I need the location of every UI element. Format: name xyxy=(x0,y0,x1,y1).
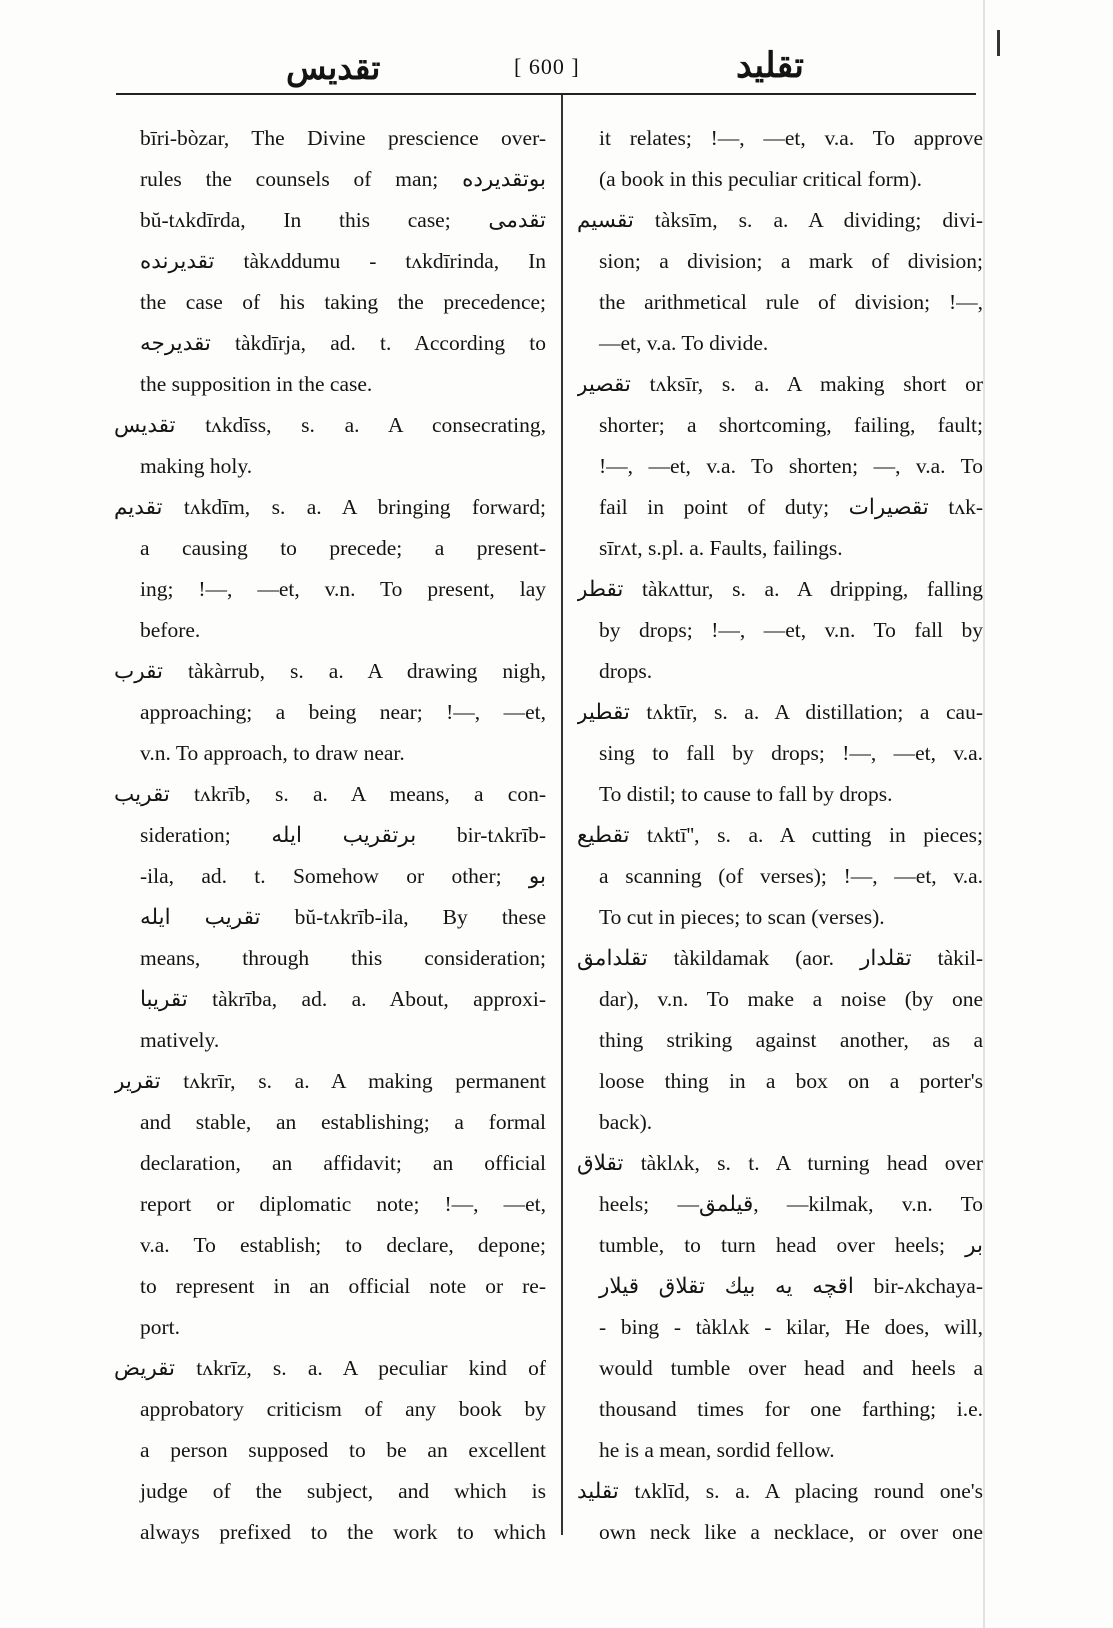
entry-line: تقلاق tàklʌk, s. t. A turning head over xyxy=(577,1151,983,1175)
entry-line: fail in point of duty; تقصيرات tʌk- xyxy=(599,495,983,519)
entry-line: loose thing in a box on a porter's xyxy=(599,1069,983,1093)
entry-line: sing to fall by drops; !—, —et, v.a. xyxy=(599,741,983,765)
entry-line: تقريض tʌkrīz, s. a. A peculiar kind of xyxy=(114,1356,546,1380)
entry-line: to represent in an official note or re- xyxy=(140,1274,546,1298)
column-divider xyxy=(561,95,563,1535)
entry-line: heels; —قيلمق, —kilmak, v.n. To xyxy=(599,1192,983,1216)
entry-line: thing striking against another, as a xyxy=(599,1028,983,1052)
entry-line: (a book in this peculiar critical form). xyxy=(599,167,922,191)
entry-line: تقديرنده tàkʌddumu - tʌkdīrinda, In xyxy=(140,249,546,273)
entry-line: sion; a division; a mark of division; xyxy=(599,249,983,273)
entry-line: تقريب tʌkrīb, s. a. A means, a con- xyxy=(114,782,546,806)
entry-line: back). xyxy=(599,1110,653,1134)
entry-line: تقرب tàkàrrub, s. a. A drawing nigh, xyxy=(114,659,546,683)
entry-line: drops. xyxy=(599,659,653,683)
entry-line: To distil; to cause to fall by drops. xyxy=(599,782,893,806)
entry-line: matively. xyxy=(140,1028,220,1052)
entry-line: a scanning (of verses); !—, —et, v.a. xyxy=(599,864,983,888)
page-edge-shadow xyxy=(983,0,985,1628)
left-running-headword: تقديس xyxy=(286,51,381,87)
entry-line: making holy. xyxy=(140,454,253,478)
entry-line: it relates; !—, —et, v.a. To approve xyxy=(599,126,983,150)
entry-line: —et, v.a. To divide. xyxy=(599,331,769,355)
entry-line: approaching; a being near; !—, —et, xyxy=(140,700,546,724)
entry-line: تقسيم tàksīm, s. a. A dividing; divi- xyxy=(577,208,983,232)
entry-line: always prefixed to the work to which xyxy=(140,1520,546,1544)
left-column xyxy=(114,118,546,1553)
entry-line: shorter; a shortcoming, failing, fault; xyxy=(599,413,983,437)
entry-line: اقچه يه بيك تقلاق قيلار bir-ʌkchaya- xyxy=(599,1274,983,1298)
entry-line: means, through this consideration; xyxy=(140,946,546,970)
entry-line: a person supposed to be an excellent xyxy=(140,1438,546,1462)
entry-line: declaration, an affidavit; an official xyxy=(140,1151,546,1175)
entry-line: bīri-bòzar, The Divine prescience over- xyxy=(140,126,546,150)
entry-line: the supposition in the case. xyxy=(140,372,373,396)
entry-line: by drops; !—, —et, v.n. To fall by xyxy=(599,618,983,642)
header-rule xyxy=(116,93,976,95)
margin-mark xyxy=(997,30,1000,56)
right-running-headword: تقليد xyxy=(736,46,804,85)
entry-line: rules the counsels of man; بوتقديرده xyxy=(140,167,546,191)
entry-line: report or diplomatic note; !—, —et, xyxy=(140,1192,546,1216)
entry-line: the arithmetical rule of division; !—, xyxy=(599,290,983,314)
entry-line: !—, —et, v.a. To shorten; —, v.a. To xyxy=(599,454,983,478)
entry-line: - bing - tàklʌk - kilar, He does, will, xyxy=(599,1315,983,1339)
entry-line: تقطير tʌktīr, s. a. A distillation; a cau- xyxy=(577,700,983,724)
entry-line: v.n. To approach, to draw near. xyxy=(140,741,405,765)
entry-line: bŭ-tʌkdīrda, In this case; تقدمى xyxy=(140,208,546,232)
entry-line: تقريب ايله bŭ-tʌkrīb-ila, By these xyxy=(140,905,546,929)
entry-line: port. xyxy=(140,1315,181,1339)
entry-line: dar), v.n. To make a noise (by one xyxy=(599,987,983,1011)
entry-line: -ila, ad. t. Somehow or other; بو xyxy=(140,864,546,888)
entry-line: ing; !—, —et, v.n. To present, lay xyxy=(140,577,546,601)
entry-line: thousand times for one farthing; i.e. xyxy=(599,1397,983,1421)
entry-line: sideration; برتقريب ايله bir-tʌkrīb- xyxy=(140,823,546,847)
page-header xyxy=(116,44,976,94)
entry-line: تقديس tʌkdīss, s. a. A consecrating, xyxy=(114,413,546,437)
entry-line: sīrʌt, s.pl. a. Faults, failings. xyxy=(599,536,843,560)
entry-line: تقريبا tàkrība, ad. a. About, approxi- xyxy=(140,987,546,1011)
page-number: [ 600 ] xyxy=(514,54,580,79)
entry-line: a causing to precede; a present- xyxy=(140,536,546,560)
entry-line: تقطر tàkʌttur, s. a. A dripping, falling xyxy=(577,577,983,601)
entry-line: v.a. To establish; to declare, depone; xyxy=(140,1233,546,1257)
entry-line: approbatory criticism of any book by xyxy=(140,1397,546,1421)
entry-line: own neck like a necklace, or over one xyxy=(599,1520,983,1544)
entry-line: تقرير tʌkrīr, s. a. A making permanent xyxy=(114,1069,546,1093)
entry-line: he is a mean, sordid fellow. xyxy=(599,1438,835,1462)
entry-line: the case of his taking the precedence; xyxy=(140,290,546,314)
entry-line: تقطيع tʌktī'', s. a. A cutting in pieces; xyxy=(577,823,983,847)
entry-line: before. xyxy=(140,618,201,642)
entry-line: تقديم tʌkdīm, s. a. A bringing forward; xyxy=(114,495,546,519)
entry-line: judge of the subject, and which is xyxy=(140,1479,546,1503)
entry-line: and stable, an establishing; a formal xyxy=(140,1110,546,1134)
entry-line: تقديرجه tàkdīrja, ad. t. According to xyxy=(140,331,546,355)
entry-line: تقليد tʌklīd, s. a. A placing round one's xyxy=(577,1479,983,1503)
entry-line: To cut in pieces; to scan (verses). xyxy=(599,905,885,929)
entry-line: would tumble over head and heels a xyxy=(599,1356,983,1380)
entry-line: تقصير tʌksīr, s. a. A making short or xyxy=(577,372,983,396)
entry-line: تقلدامق tàkildamak (aor. تقلدار tàkil- xyxy=(577,946,983,970)
entry-line: tumble, to turn head over heels; بر xyxy=(599,1233,983,1257)
right-column xyxy=(577,118,983,1553)
